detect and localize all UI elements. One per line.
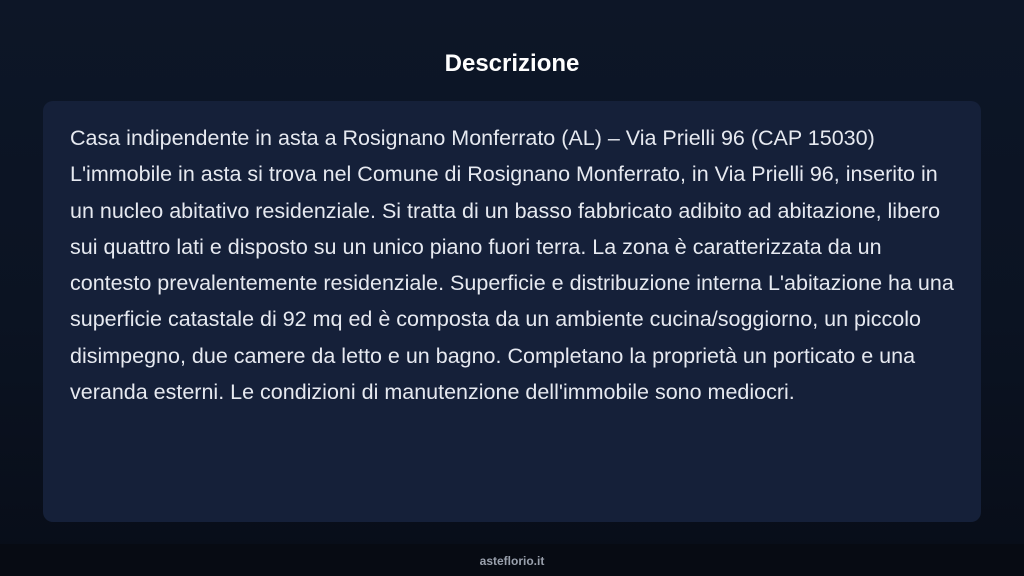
page-title: Descrizione <box>444 50 580 77</box>
footer-bar <box>0 544 1024 576</box>
description-card <box>43 101 981 522</box>
description-text: Casa indipendente in asta a Rosignano Monferrato (AL) – Via Prielli 96 (CAP 15030) L'immobile in asta si trova nel Comune di Rosignano Monferrato, in Via Prielli 96, inserito in un nucleo abitativo residenziale. Si tratta di un basso fabbricato adibito ad abitazione, libero sui quattro lati e disposto su un unico piano fuori terra. La zona è caratterizzata da un contesto prevalentemente residenziale. Superficie e distribuzione interna L'abitazione ha una superficie catastale di 92 mq ed è composta da un ambiente cucina/soggiorno, un piccolo disimpegno, due camere da letto e un bagno. Completano la proprietà un porticato e una veranda esterni. Le condizioni di manutenzione dell'immobile sono mediocri. <box>70 126 954 405</box>
footer-site-label: asteflorio.it <box>479 554 545 568</box>
